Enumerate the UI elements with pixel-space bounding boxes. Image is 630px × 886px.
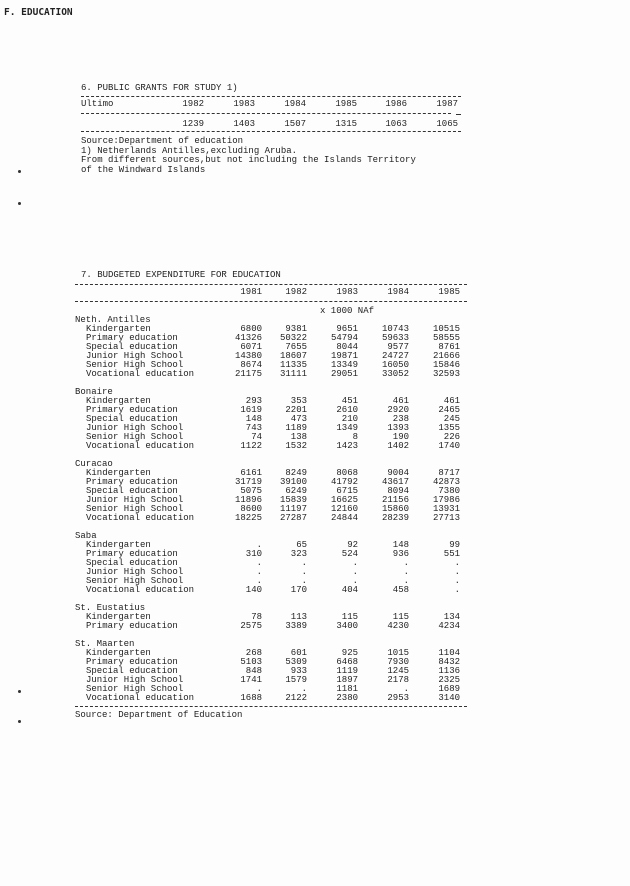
cell-value: 28239 — [381, 513, 409, 523]
cell-value: 323 — [290, 549, 307, 559]
row-label: Primary education — [86, 477, 178, 487]
cell-value: 190 — [392, 432, 409, 442]
cell-value: 404 — [341, 585, 358, 595]
cell-value: . — [256, 540, 262, 550]
cell-value: 8044 — [336, 342, 358, 352]
cell-value: 1619 — [240, 405, 262, 415]
table-row — [75, 694, 467, 703]
cell-value: 15860 — [381, 504, 409, 514]
expenditure-title: 7. BUDGETED EXPENDITURE FOR EDUCATION — [81, 270, 281, 280]
cell-value: 1402 — [387, 441, 409, 451]
grants-value: 1063 — [385, 119, 407, 129]
row-label: Junior High School — [86, 675, 184, 685]
cell-value: 458 — [392, 585, 409, 595]
cell-value: 2610 — [336, 405, 358, 415]
row-label: Vocational education — [86, 693, 195, 703]
cell-value: 2465 — [438, 405, 460, 415]
row-label: Special education — [86, 558, 178, 568]
cell-value: . — [352, 576, 358, 586]
cell-value: 6249 — [285, 486, 307, 496]
cell-value: . — [352, 558, 358, 568]
cell-value: 1245 — [387, 666, 409, 676]
cell-value: 1689 — [438, 684, 460, 694]
cell-value: 8674 — [240, 360, 262, 370]
grants-note: Source:Department of education — [81, 136, 244, 146]
cell-value: . — [454, 576, 460, 586]
row-label: Junior High School — [86, 423, 184, 433]
table-row — [75, 586, 467, 595]
cell-value: 27287 — [279, 513, 307, 523]
cell-value: 42873 — [432, 477, 460, 487]
cell-value: 17986 — [432, 495, 460, 505]
year-header: 1981 — [240, 287, 262, 297]
cell-value: 11896 — [234, 495, 262, 505]
cell-value: 6800 — [240, 324, 262, 334]
year-header: 1983 — [336, 287, 358, 297]
cell-value: 4230 — [387, 621, 409, 631]
group-name: Bonaire — [75, 387, 113, 397]
grants-year-header: 1982 — [182, 99, 204, 109]
cell-value: 268 — [245, 648, 262, 658]
row-label: Senior High School — [86, 432, 184, 442]
row-label: Senior High School — [86, 576, 184, 586]
cell-value: 8094 — [387, 486, 409, 496]
cell-value: 31111 — [279, 369, 307, 379]
year-header: 1982 — [285, 287, 307, 297]
group-name: Neth. Antilles — [75, 315, 151, 325]
cell-value: 2380 — [336, 693, 358, 703]
cell-value: 3400 — [336, 621, 358, 631]
cell-value: 2201 — [285, 405, 307, 415]
cell-value: 2178 — [387, 675, 409, 685]
cell-value: 2575 — [240, 621, 262, 631]
row-label: Kindergarten — [86, 468, 151, 478]
grants-year-header: 1984 — [284, 99, 306, 109]
cell-value: 54794 — [330, 333, 358, 343]
grants-year-header: 1985 — [335, 99, 357, 109]
divider — [75, 706, 467, 707]
cell-value: 1122 — [240, 441, 262, 451]
cell-value: 7930 — [387, 657, 409, 667]
cell-value: 9651 — [336, 324, 358, 334]
cell-value: . — [256, 576, 262, 586]
cell-value: 115 — [392, 612, 409, 622]
cell-value: 15839 — [279, 495, 307, 505]
divider — [81, 131, 461, 132]
cell-value: . — [403, 558, 409, 568]
row-label: Primary education — [86, 621, 178, 631]
cell-value: 8432 — [438, 657, 460, 667]
row-label: Junior High School — [86, 567, 184, 577]
cell-value: . — [256, 684, 262, 694]
grants-value: 1403 — [233, 119, 255, 129]
unit-label: x 1000 NAf — [320, 306, 375, 316]
cell-value: 21175 — [234, 369, 262, 379]
cell-value: 10515 — [432, 324, 460, 334]
group-name: Saba — [75, 531, 97, 541]
cell-value: 39100 — [279, 477, 307, 487]
row-label: Special education — [86, 486, 178, 496]
cell-value: 601 — [290, 648, 307, 658]
grants-note: From different sources,but not including the Islands Territory — [81, 155, 416, 165]
cell-value: 1393 — [387, 423, 409, 433]
cell-value: 461 — [392, 396, 409, 406]
cell-value: 113 — [290, 612, 307, 622]
cell-value: 925 — [341, 648, 358, 658]
cell-value: 8600 — [240, 504, 262, 514]
cell-value: 16050 — [381, 360, 409, 370]
scan-mark — [18, 202, 21, 205]
grants-year-header: 1986 — [385, 99, 407, 109]
section-header: F. EDUCATION — [4, 7, 73, 18]
row-label: Kindergarten — [86, 612, 151, 622]
cell-value: 24727 — [381, 351, 409, 361]
grants-value: 1065 — [436, 119, 458, 129]
cell-value: 2953 — [387, 693, 409, 703]
cell-value: 3140 — [438, 693, 460, 703]
cell-value: 50322 — [279, 333, 307, 343]
cell-value: 1104 — [438, 648, 460, 658]
table-row — [75, 514, 467, 523]
row-label: Vocational education — [86, 513, 195, 523]
row-label: Special education — [86, 414, 178, 424]
cell-value: 21156 — [381, 495, 409, 505]
group-name: Curacao — [75, 459, 113, 469]
row-label: Vocational education — [86, 369, 195, 379]
cell-value: . — [301, 576, 307, 586]
cell-value: 1136 — [438, 666, 460, 676]
cell-value: 238 — [392, 414, 409, 424]
cell-value: 551 — [443, 549, 460, 559]
cell-value: 2325 — [438, 675, 460, 685]
cell-value: 210 — [341, 414, 358, 424]
cell-value: . — [454, 585, 460, 595]
cell-value: 1181 — [336, 684, 358, 694]
cell-value: 29051 — [330, 369, 358, 379]
cell-value: 170 — [290, 585, 307, 595]
cell-value: 933 — [290, 666, 307, 676]
cell-value: 12160 — [330, 504, 358, 514]
row-label: Kindergarten — [86, 540, 151, 550]
grants-value: 1239 — [182, 119, 204, 129]
cell-value: 41326 — [234, 333, 262, 343]
expenditure-years-row — [75, 288, 467, 297]
cell-value: 936 — [392, 549, 409, 559]
cell-value: 115 — [341, 612, 358, 622]
year-header: 1985 — [438, 287, 460, 297]
cell-value: 5103 — [240, 657, 262, 667]
row-label: Junior High School — [86, 351, 184, 361]
cell-value: 9004 — [387, 468, 409, 478]
cell-value: 293 — [245, 396, 262, 406]
expenditure-source: Source: Department of Education — [75, 710, 243, 720]
cell-value: 461 — [443, 396, 460, 406]
grants-note: 1) Netherlands Antilles,excluding Aruba. — [81, 145, 298, 156]
cell-value: 99 — [449, 540, 460, 550]
cell-value: 1688 — [240, 693, 262, 703]
grants-note: of the Windward Islands — [81, 164, 206, 175]
row-label: Vocational education — [86, 585, 195, 595]
cell-value: 31719 — [234, 477, 262, 487]
cell-value: 4234 — [438, 621, 460, 631]
cell-value: 5309 — [285, 657, 307, 667]
cell-value: 6161 — [240, 468, 262, 478]
cell-value: 848 — [245, 666, 262, 676]
cell-value: 19871 — [330, 351, 358, 361]
group-name: St. Eustatius — [75, 603, 146, 613]
cell-value: 58555 — [432, 333, 460, 343]
row-label: Senior High School — [86, 504, 184, 514]
cell-value: 1189 — [285, 423, 307, 433]
cell-value: 1355 — [438, 423, 460, 433]
cell-value: 8761 — [438, 342, 460, 352]
cell-value: 140 — [245, 585, 262, 595]
row-label: Senior High School — [86, 360, 184, 370]
cell-value: . — [403, 567, 409, 577]
cell-value: 7380 — [438, 486, 460, 496]
cell-value: 2122 — [285, 693, 307, 703]
grants-row-label: Ultimo — [81, 99, 114, 109]
cell-value: 353 — [290, 396, 307, 406]
cell-value: 6071 — [240, 342, 262, 352]
divider — [81, 113, 451, 114]
cell-value: . — [301, 558, 307, 568]
cell-value: . — [454, 567, 460, 577]
cell-value: 148 — [392, 540, 409, 550]
cell-value: 18607 — [279, 351, 307, 361]
cell-value: 473 — [290, 414, 307, 424]
cell-value: 11335 — [279, 360, 307, 370]
divider — [75, 284, 467, 285]
cell-value: 7655 — [285, 342, 307, 352]
grants-year-header: 1983 — [233, 99, 255, 109]
cell-value: 33052 — [381, 369, 409, 379]
cell-value: 74 — [251, 432, 262, 442]
cell-value: 1579 — [285, 675, 307, 685]
group-name: St. Maarten — [75, 639, 135, 649]
cell-value: 13931 — [432, 504, 460, 514]
cell-value: 78 — [251, 612, 262, 622]
cell-value: 18225 — [234, 513, 262, 523]
cell-value: 8717 — [438, 468, 460, 478]
divider — [75, 301, 467, 302]
cell-value: . — [256, 558, 262, 568]
cell-value: 43617 — [381, 477, 409, 487]
cell-value: 65 — [296, 540, 307, 550]
cell-value: . — [454, 558, 460, 568]
cell-value: 134 — [443, 612, 460, 622]
cell-value: 1741 — [240, 675, 262, 685]
cell-value: . — [352, 567, 358, 577]
grants-value: 1315 — [335, 119, 357, 129]
cell-value: 148 — [245, 414, 262, 424]
scan-mark — [18, 720, 21, 723]
cell-value: 2920 — [387, 405, 409, 415]
row-label: Junior High School — [86, 495, 184, 505]
cell-value: 9577 — [387, 342, 409, 352]
table-row — [75, 442, 467, 451]
cell-value: 8068 — [336, 468, 358, 478]
cell-value: 310 — [245, 549, 262, 559]
row-label: Primary education — [86, 333, 178, 343]
cell-value: 11197 — [279, 504, 307, 514]
cell-value: 59633 — [381, 333, 409, 343]
cell-value: . — [301, 567, 307, 577]
cell-value: 8 — [352, 432, 358, 442]
cell-value: . — [301, 684, 307, 694]
row-label: Vocational education — [86, 441, 195, 451]
scan-mark — [18, 170, 21, 173]
row-label: Special education — [86, 666, 178, 676]
grants-value: 1507 — [284, 119, 306, 129]
row-label: Kindergarten — [86, 396, 151, 406]
cell-value: 10743 — [381, 324, 409, 334]
cell-value: 743 — [245, 423, 262, 433]
divider — [81, 96, 461, 97]
cell-value: 524 — [341, 549, 358, 559]
table-row — [75, 622, 467, 631]
cell-value: 1015 — [387, 648, 409, 658]
cell-value: 24844 — [330, 513, 358, 523]
cell-value: 27713 — [432, 513, 460, 523]
divider — [456, 114, 461, 115]
cell-value: 226 — [443, 432, 460, 442]
cell-value: 1532 — [285, 441, 307, 451]
cell-value: 9381 — [285, 324, 307, 334]
cell-value: 6715 — [336, 486, 358, 496]
cell-value: 5075 — [240, 486, 262, 496]
cell-value: 1349 — [336, 423, 358, 433]
row-label: Special education — [86, 342, 178, 352]
grants-title: 6. PUBLIC GRANTS FOR STUDY 1) — [81, 83, 238, 93]
cell-value: 1423 — [336, 441, 358, 451]
cell-value: 16625 — [330, 495, 358, 505]
cell-value: 15846 — [432, 360, 460, 370]
row-label: Primary education — [86, 657, 178, 667]
cell-value: 92 — [347, 540, 358, 550]
cell-value: 1897 — [336, 675, 358, 685]
cell-value: 41792 — [330, 477, 358, 487]
cell-value: . — [403, 576, 409, 586]
cell-value: 245 — [443, 414, 460, 424]
scan-mark — [18, 690, 21, 693]
cell-value: 138 — [290, 432, 307, 442]
grants-year-header: 1987 — [436, 99, 458, 109]
cell-value: 1740 — [438, 441, 460, 451]
cell-value: 8249 — [285, 468, 307, 478]
cell-value: 21666 — [432, 351, 460, 361]
table-row — [75, 370, 467, 379]
row-label: Kindergarten — [86, 324, 151, 334]
row-label: Senior High School — [86, 684, 184, 694]
cell-value: 13349 — [330, 360, 358, 370]
cell-value: 1119 — [336, 666, 358, 676]
year-header: 1984 — [387, 287, 409, 297]
cell-value: 14380 — [234, 351, 262, 361]
cell-value: 32593 — [432, 369, 460, 379]
cell-value: . — [403, 684, 409, 694]
row-label: Kindergarten — [86, 648, 151, 658]
cell-value: 3389 — [285, 621, 307, 631]
row-label: Primary education — [86, 549, 178, 559]
cell-value: 451 — [341, 396, 358, 406]
row-label: Primary education — [86, 405, 178, 415]
cell-value: 6468 — [336, 657, 358, 667]
cell-value: . — [256, 567, 262, 577]
